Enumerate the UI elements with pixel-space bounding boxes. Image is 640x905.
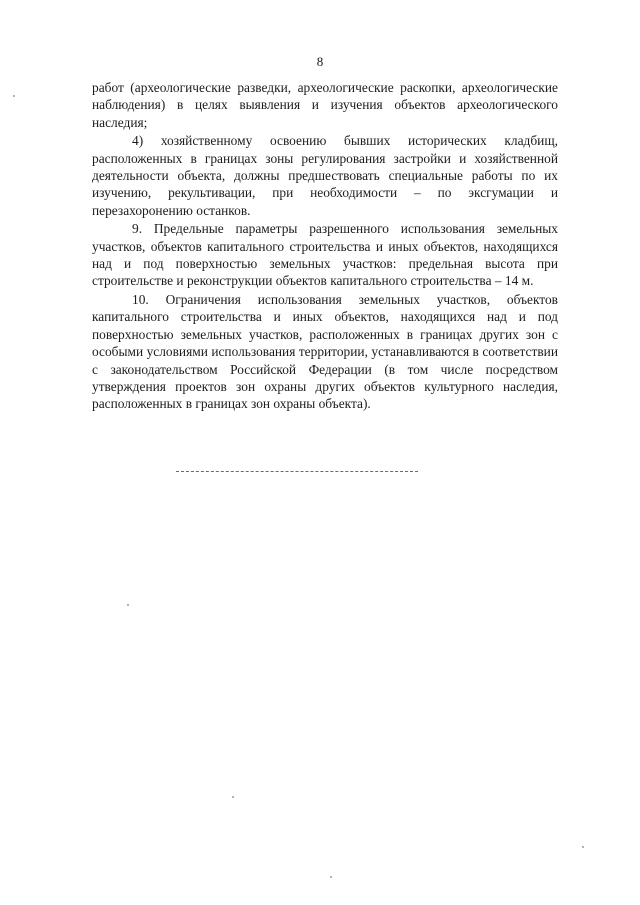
scan-speck (127, 604, 129, 606)
scan-speck (232, 796, 234, 798)
scan-speck (582, 846, 584, 848)
page-number: 8 (316, 54, 324, 69)
paragraph-section-10-restrictions: 10. Ограничения использования земельных участков, объектов капитального строительства и иных объектов, находящихся над и под поверхностью земельных участков, расположенных в границах других зон с особыми условиями использования территории, устанавливаются в соответствии с законодательством Российской Федерации (в том числе посредством утверждения проектов зон охраны других объектов культурного наследия, расположенных в границах зон охраны объекта). (92, 291, 558, 412)
scan-speck (13, 95, 15, 97)
paragraph-archaeology-continuation: работ (археологические разведки, археологические раскопки, археологические наблюдения) в целях выявления и изучения объектов археологического наследия; (92, 80, 558, 130)
scan-speck (330, 876, 332, 878)
paragraph-section-9-limits: 9. Предельные параметры разрешенного использования земельных участков, объектов капитального строительства и иных объектов, находящихся над и под поверхностью земельных участков: предельная высота при строительстве и реконструкции объектов капитального строительства – 14 м. (92, 221, 558, 289)
paragraph-item-4-cemeteries: 4) хозяйственному освоению бывших исторических кладбищ, расположенных в границах зоны регулирования застройки и хозяйственной деятельности объекта, должны предшествовать специальные работы по их изучению, рекультивации, при необходимости – по эксгумации и перезахоронению останков. (92, 133, 558, 218)
document-body (92, 79, 558, 414)
end-divider-line (176, 471, 418, 472)
